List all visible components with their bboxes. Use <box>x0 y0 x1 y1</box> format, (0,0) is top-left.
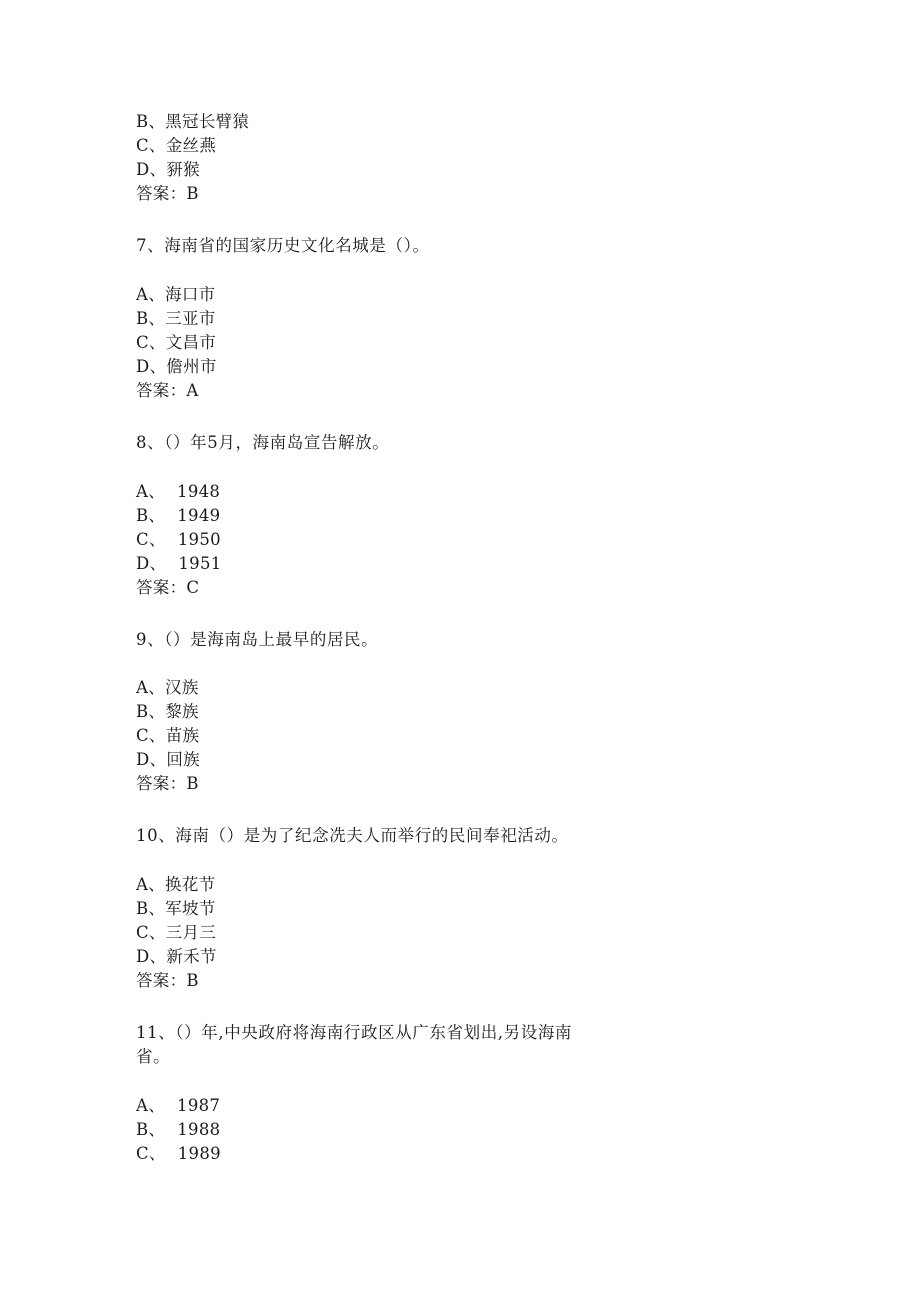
question-10: 10、海南（）是为了纪念冼夫人而举行的民间奉祀活动。 <box>136 826 569 845</box>
option-text: 1951 <box>178 554 222 573</box>
option-letter: D、 <box>136 750 167 769</box>
option-letter: D、 <box>136 554 167 573</box>
option-letter: D、 <box>136 357 167 376</box>
option-b <box>136 110 249 134</box>
option-text: 换花节 <box>165 875 216 894</box>
question-11-line-1: 11、（）年,中央政府将海南行政区从广东省划出,另设海南 <box>136 1023 573 1042</box>
option-c <box>136 528 221 552</box>
option-letter: B、 <box>136 899 166 918</box>
option-text: 1987 <box>177 1096 221 1115</box>
option-letter: C、 <box>136 530 166 549</box>
option-a <box>136 1094 220 1118</box>
option-letter: C、 <box>136 1144 166 1163</box>
option-letter: C、 <box>136 136 166 155</box>
option-letter: D、 <box>136 947 167 966</box>
option-letter: A、 <box>136 875 166 894</box>
option-text: 三月三 <box>165 923 217 942</box>
option-b <box>136 1118 220 1142</box>
option-letter: B、 <box>136 506 166 525</box>
question-8: 8、（）年5月，海南岛宣告解放。 <box>136 433 390 452</box>
option-letter: A、 <box>136 285 166 304</box>
option-d <box>136 945 217 969</box>
option-a <box>136 676 199 700</box>
option-text: 黎族 <box>165 702 199 721</box>
option-text: 海口市 <box>165 285 216 304</box>
option-b <box>136 897 216 921</box>
question-7: 7、海南省的国家历史文化名城是（）。 <box>136 236 430 255</box>
answer-line: 答案：A <box>136 381 199 400</box>
option-d <box>136 355 217 379</box>
option-d <box>136 552 222 576</box>
question-9: 9、（）是海南岛上最早的居民。 <box>136 630 379 649</box>
option-c <box>136 724 199 748</box>
option-text: 三亚市 <box>165 309 216 328</box>
option-letter: C、 <box>136 333 166 352</box>
option-text: 1989 <box>177 1144 221 1163</box>
option-text: 文昌市 <box>165 333 217 352</box>
option-c <box>136 921 216 945</box>
option-letter: D、 <box>136 160 167 179</box>
answer-line: 答案：B <box>136 774 199 793</box>
option-c <box>136 134 216 158</box>
option-b <box>136 307 216 331</box>
option-text: 儋州市 <box>166 357 217 376</box>
option-b <box>136 700 199 724</box>
option-text: 回族 <box>166 750 200 769</box>
option-letter: C、 <box>136 726 166 745</box>
answer-line: 答案：C <box>136 578 200 597</box>
option-text: 1948 <box>177 482 221 501</box>
option-d <box>136 158 200 182</box>
option-text: 汉族 <box>165 678 199 697</box>
option-text: 军坡节 <box>165 899 216 918</box>
option-a <box>136 873 215 897</box>
option-letter: A、 <box>136 1096 166 1115</box>
option-text: 1950 <box>177 530 221 549</box>
option-c <box>136 331 216 355</box>
option-letter: C、 <box>136 923 166 942</box>
option-letter: B、 <box>136 112 166 131</box>
option-d <box>136 748 200 772</box>
option-letter: A、 <box>136 678 166 697</box>
option-letter: B、 <box>136 309 166 328</box>
answer-line: 答案：B <box>136 184 199 203</box>
option-text: 新禾节 <box>166 947 217 966</box>
option-text: 1988 <box>177 1120 221 1139</box>
option-text: 豜猴 <box>166 160 200 179</box>
option-text: 金丝燕 <box>165 136 217 155</box>
question-11-line-2: 省。 <box>136 1047 171 1066</box>
option-text: 黑冠长臂猿 <box>165 112 250 131</box>
option-letter: B、 <box>136 1120 166 1139</box>
option-letter: A、 <box>136 482 166 501</box>
answer-line: 答案：B <box>136 971 199 990</box>
option-a <box>136 283 215 307</box>
option-c <box>136 1142 221 1166</box>
option-letter: B、 <box>136 702 166 721</box>
option-text: 苗族 <box>165 726 200 745</box>
option-a <box>136 480 220 504</box>
option-text: 1949 <box>177 506 221 525</box>
option-b <box>136 504 220 528</box>
